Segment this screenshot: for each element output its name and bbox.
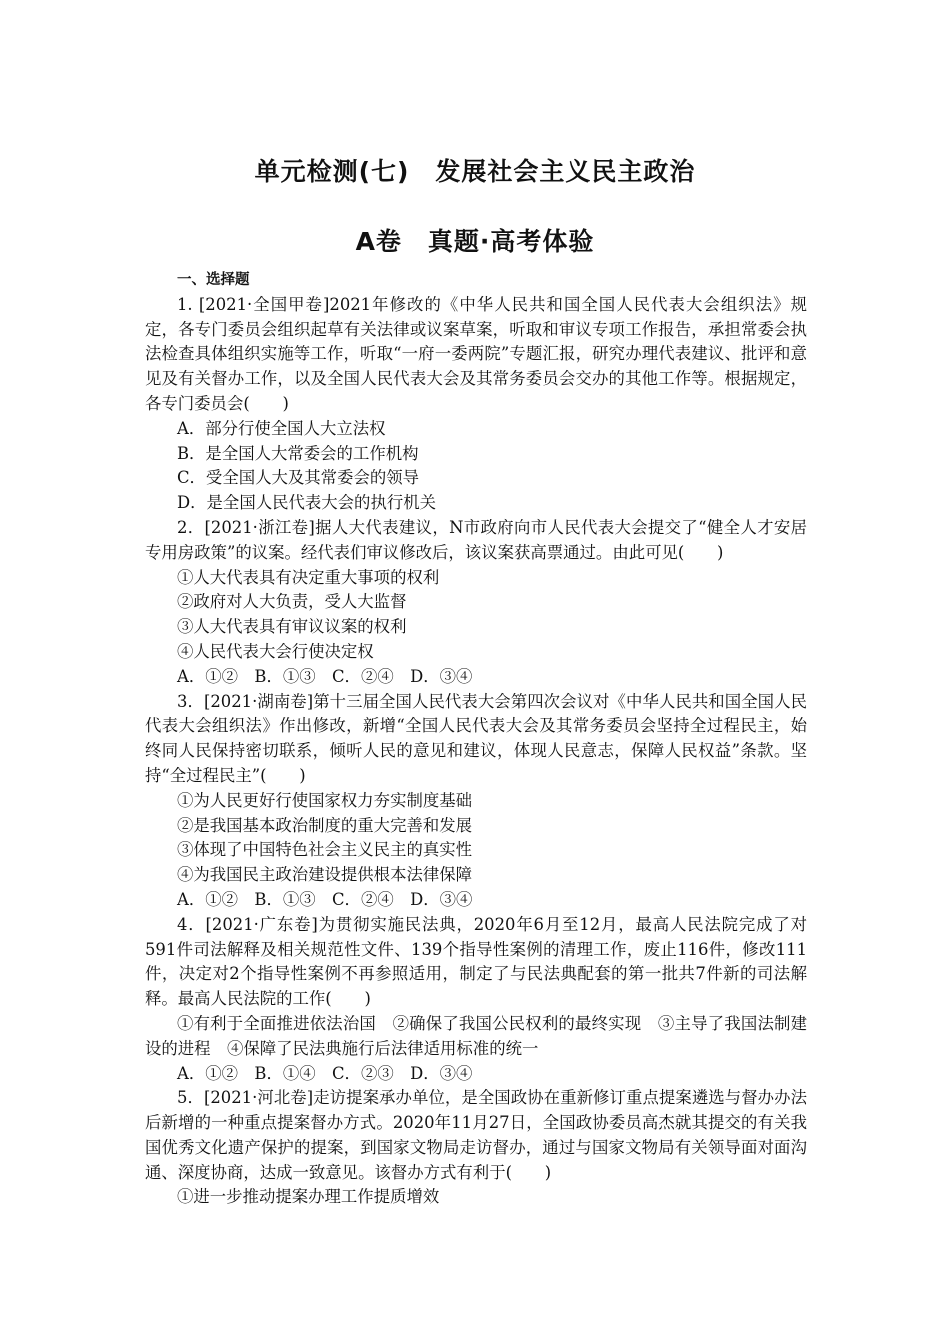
question-1-option-b: B．是全国人大常委会的工作机构 xyxy=(177,443,419,463)
question-1-option-a: A．部分行使全国人大立法权 xyxy=(177,418,386,438)
question-1-stem: 1. [2021·全国甲卷]2021年修改的《中华人民共和国全国人民代表大会组织法》规定，各专门委员会组织起草有关法律或议案草案，听取和审议专项工作报告，承担常委会执法检查具体组织实施等工作，听取“一府一委两院”专题汇报，研究办理代表建议、批评和意见及有关督办工作，以及全国人民代表大会及其常务委员会交办的其他工作等。根据规定，各专门委员会( ) xyxy=(145,294,807,413)
question-5-stem: 5．[2021·河北卷]走访提案承办单位，是全国政协在重新修订重点提案遴选与督办办法后新增的一种重点提案督办方式。2020年11月27日，全国政协委员高杰就其提交的有关我国优秀文化遗产保护的提案，到国家文物局走访督办，通过与国家文物局有关领导面对面沟通、深度协商，达成一致意见。该督办方式有利于( ) xyxy=(145,1088,807,1182)
document-body xyxy=(145,268,807,1210)
page-title: 单元检测(七) 发展社会主义民主政治 xyxy=(254,157,696,186)
page-subtitle: A卷 真题·高考体验 xyxy=(355,227,595,256)
question-4-stem: 4．[2021·广东卷]为贯彻实施民法典，2020年6月至12月，最高人民法院完成了对591件司法解释及相关规范性文件、139个指导性案例的清理工作，废止116件，修改111件，决定对2个指导性案例不再参照适用，制定了与民法典配套的第一批共7件新的司法解释。最高人民法院的工作( ) xyxy=(145,914,807,1009)
question-3-statement-4: ④为我国民主政治建设提供根本法律保障 xyxy=(177,865,473,885)
question-4-answer-choices: A．①② B．①④ C．②③ D．③④ xyxy=(177,1063,473,1083)
question-3-answer-choices: A．①② B．①③ C．②④ D．③④ xyxy=(177,889,473,909)
question-3-stem: 3．[2021·湖南卷]第十三届全国人民代表大会第四次会议对《中华人民共和国全国人民代表大会组织法》作出修改，新增“全国人民代表大会及其常务委员会坚持全过程民主，始终同人民保持密切联系，倾听人民的意见和建议，体现人民意志，保障人民权益”条款。坚持“全过程民主”( ) xyxy=(145,691,807,785)
question-2-statement-3: ③人大代表具有审议议案的权利 xyxy=(177,617,407,637)
question-1-option-c: C．受全国人大及其常委会的领导 xyxy=(177,468,420,488)
section-heading: 一、选择题 xyxy=(177,272,250,288)
question-5-statement-1: ①进一步推动提案办理工作提质增效 xyxy=(177,1187,440,1207)
question-2-statement-4: ④人民代表大会行使决定权 xyxy=(177,641,374,661)
question-3-statement-2: ②是我国基本政治制度的重大完善和发展 xyxy=(177,815,473,835)
question-2-statement-2: ②政府对人大负责，受人大监督 xyxy=(177,592,407,612)
question-2-statement-1: ①人大代表具有决定重大事项的权利 xyxy=(177,567,440,587)
question-1-option-d: D．是全国人民代表大会的执行机关 xyxy=(177,493,436,513)
question-4-statements: ①有利于全面推进依法治国 ②确保了我国公民权利的最终实现 ③主导了我国法制建设的进程 ④保障了民法典施行后法律适用标准的统一 xyxy=(145,1013,807,1058)
question-2-answer-choices: A．①② B．①③ C．②④ D．③④ xyxy=(177,666,473,686)
question-3-statement-3: ③体现了中国特色社会主义民主的真实性 xyxy=(177,840,473,860)
question-3-statement-1: ①为人民更好行使国家权力夯实制度基础 xyxy=(177,790,473,810)
question-2-stem: 2．[2021·浙江卷]据人大代表建议，N市政府向市人民代表大会提交了“健全人才安居专用房政策”的议案。经代表们审议修改后，该议案获高票通过。由此可见( ) xyxy=(145,517,807,562)
